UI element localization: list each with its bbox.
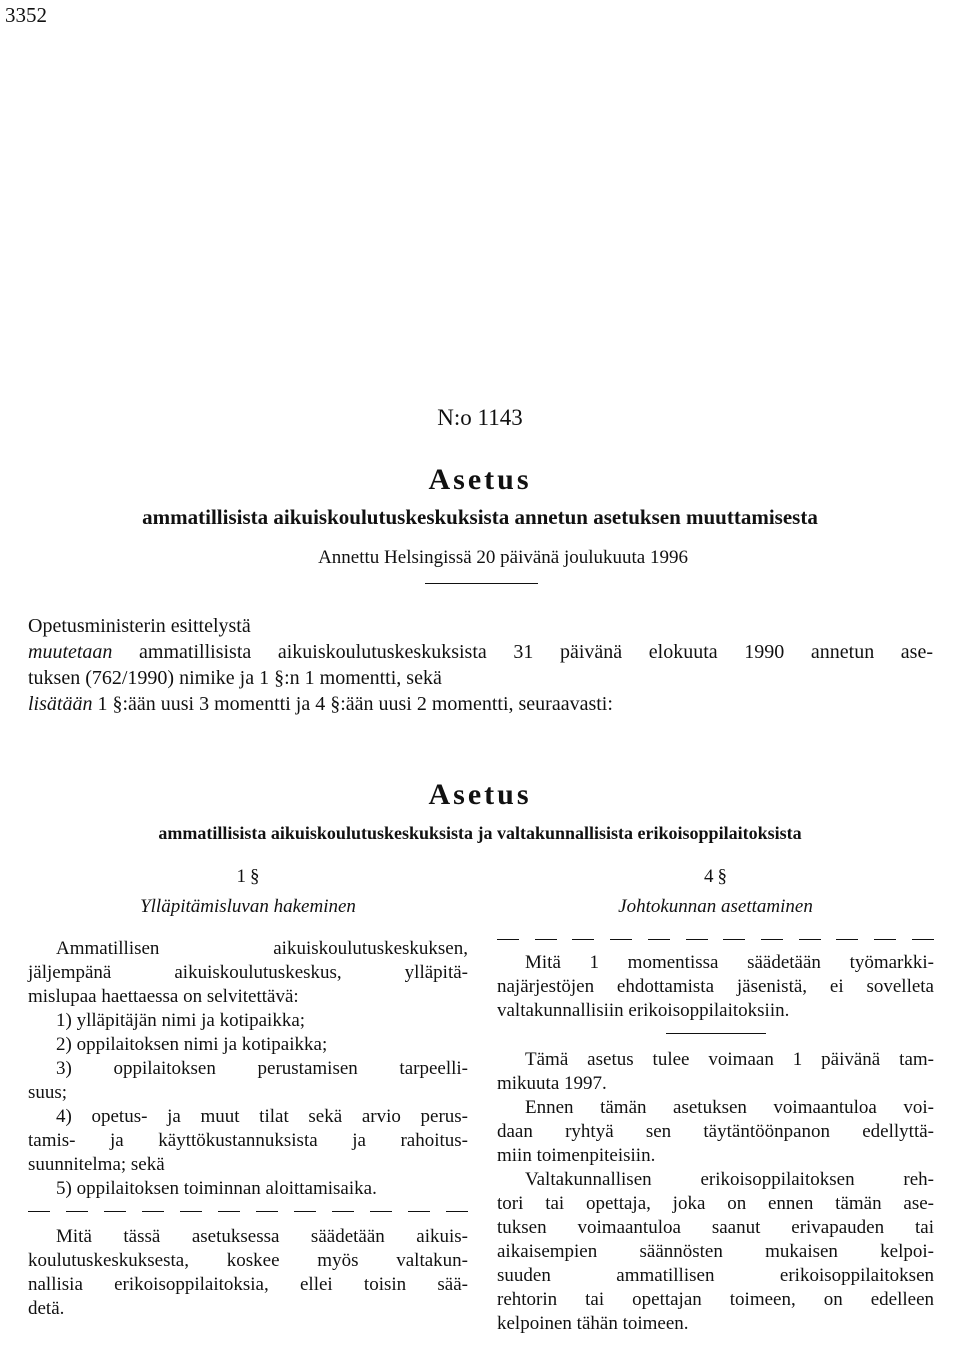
paragraph-line: daan ryhtyä sen täytäntöönpanon edellyttä- (497, 1121, 934, 1142)
document-number: N:o 1143 (437, 405, 523, 430)
paragraph-line: mislupaa haettaessa on selvitettävä: (28, 986, 299, 1007)
paragraph-line: tuksen voimaantuloa saanut erivapauden tai (497, 1217, 934, 1238)
paragraph-line: tori tai opettaja, joka on ennen tämän ase- (497, 1193, 934, 1214)
section-1-heading: Ylläpitämisluvan hakeminen (140, 896, 356, 917)
paragraph-line: najärjestöjen ehdottamista jäsenistä, ei sovelleta (497, 976, 934, 997)
paragraph-line: Tämä asetus tulee voimaan 1 päivänä tam- (525, 1049, 934, 1070)
paragraph-line: jäljempänä aikuiskoulutuskeskus, ylläpitä- (28, 962, 468, 983)
preamble (28, 613, 933, 717)
paragraph-line: Ennen tämän asetuksen voimaantuloa voi- (525, 1097, 934, 1118)
paragraph-line: Mitä tässä asetuksessa säädetään aikuis- (56, 1226, 468, 1247)
section-4-number: 4 § (704, 866, 727, 887)
section-title: Asetus (428, 778, 532, 811)
left-column (28, 865, 468, 1321)
document-subtitle: ammatillisista aikuiskoulutuskeskuksista annetun asetuksen muuttamisesta (142, 505, 818, 529)
paragraph-line: aikaisempien säännösten mukaisen kelpoi- (497, 1241, 934, 1262)
paragraph-line: Valtakunnallisen erikoisoppilaitoksen reh- (525, 1169, 934, 1190)
paragraph-line: kelpoinen tähän toimeen. (497, 1313, 689, 1334)
list-item: 2) oppilaitoksen nimi ja kotipaikka; (56, 1034, 328, 1055)
paragraph-line: mikuuta 1997. (497, 1073, 607, 1094)
list-item: 4) opetus- ja muut tilat sekä arvio perus- (56, 1106, 468, 1127)
list-item: 1) ylläpitäjän nimi ja kotipaikka; (56, 1010, 306, 1031)
list-item: 3) oppilaitoksen perustamisen tarpeelli- (56, 1058, 468, 1079)
paragraph-line: nallisia erikoisoppilaitoksia, ellei toisin sää- (28, 1274, 468, 1295)
list-item: suunnitelma; sekä (28, 1154, 165, 1175)
paragraph-line: Mitä 1 momentissa säädetään työmarkki- (525, 952, 934, 973)
preamble-line-4: lisätään 1 §:ään uusi 3 momentti ja 4 §:ään uusi 2 momentti, seuraavasti: (28, 693, 613, 715)
paragraph-line: detä. (28, 1298, 65, 1319)
document-title: Asetus (428, 463, 532, 496)
list-item: suus; (28, 1082, 68, 1103)
section-4-heading: Johtokunnan asettaminen (618, 896, 813, 917)
divider-rule (666, 1033, 766, 1034)
right-column (497, 865, 934, 1336)
preamble-line-3: tuksen (762/1990) nimike ja 1 §:n 1 momentti, sekä (28, 667, 442, 689)
paragraph-line: Ammatillisen aikuiskoulutuskeskuksen, (56, 938, 468, 959)
omission-dashes (28, 1205, 468, 1217)
preamble-line-1: Opetusministerin esittelystä (28, 615, 251, 637)
divider-rule (425, 583, 538, 584)
section-subtitle: ammatillisista aikuiskoulutuskeskuksista ja valtakunnallisista erikoisoppilaitoksista (158, 823, 802, 843)
list-item: tamis- ja käyttökustannuksista ja rahoitus- (28, 1130, 468, 1151)
section-1-number: 1 § (236, 866, 260, 887)
issue-date: Annettu Helsingissä 20 päivänä joulukuuta 1996 (318, 547, 688, 568)
omission-dashes (497, 933, 934, 945)
paragraph-line: valtakunnallisiin erikoisoppilaitoksiin. (497, 1000, 790, 1021)
paragraph-line: suuden ammatillisen erikoisoppilaitoksen (497, 1265, 934, 1286)
preamble-line-2: muutetaan ammatillisista aikuiskoulutuskeskuksista 31 päivänä elokuuta 1990 annetun ase- (28, 641, 933, 663)
paragraph-line: koulutuskeskuksesta, koskee myös valtakun- (28, 1250, 468, 1271)
paragraph-line: miin toimenpiteisiin. (497, 1145, 656, 1166)
list-item: 5) oppilaitoksen toiminnan aloittamisaika. (56, 1178, 377, 1199)
page-number: 3352 (5, 3, 47, 27)
paragraph-line: rehtorin tai opettajan toimeen, on edelleen (497, 1289, 934, 1310)
